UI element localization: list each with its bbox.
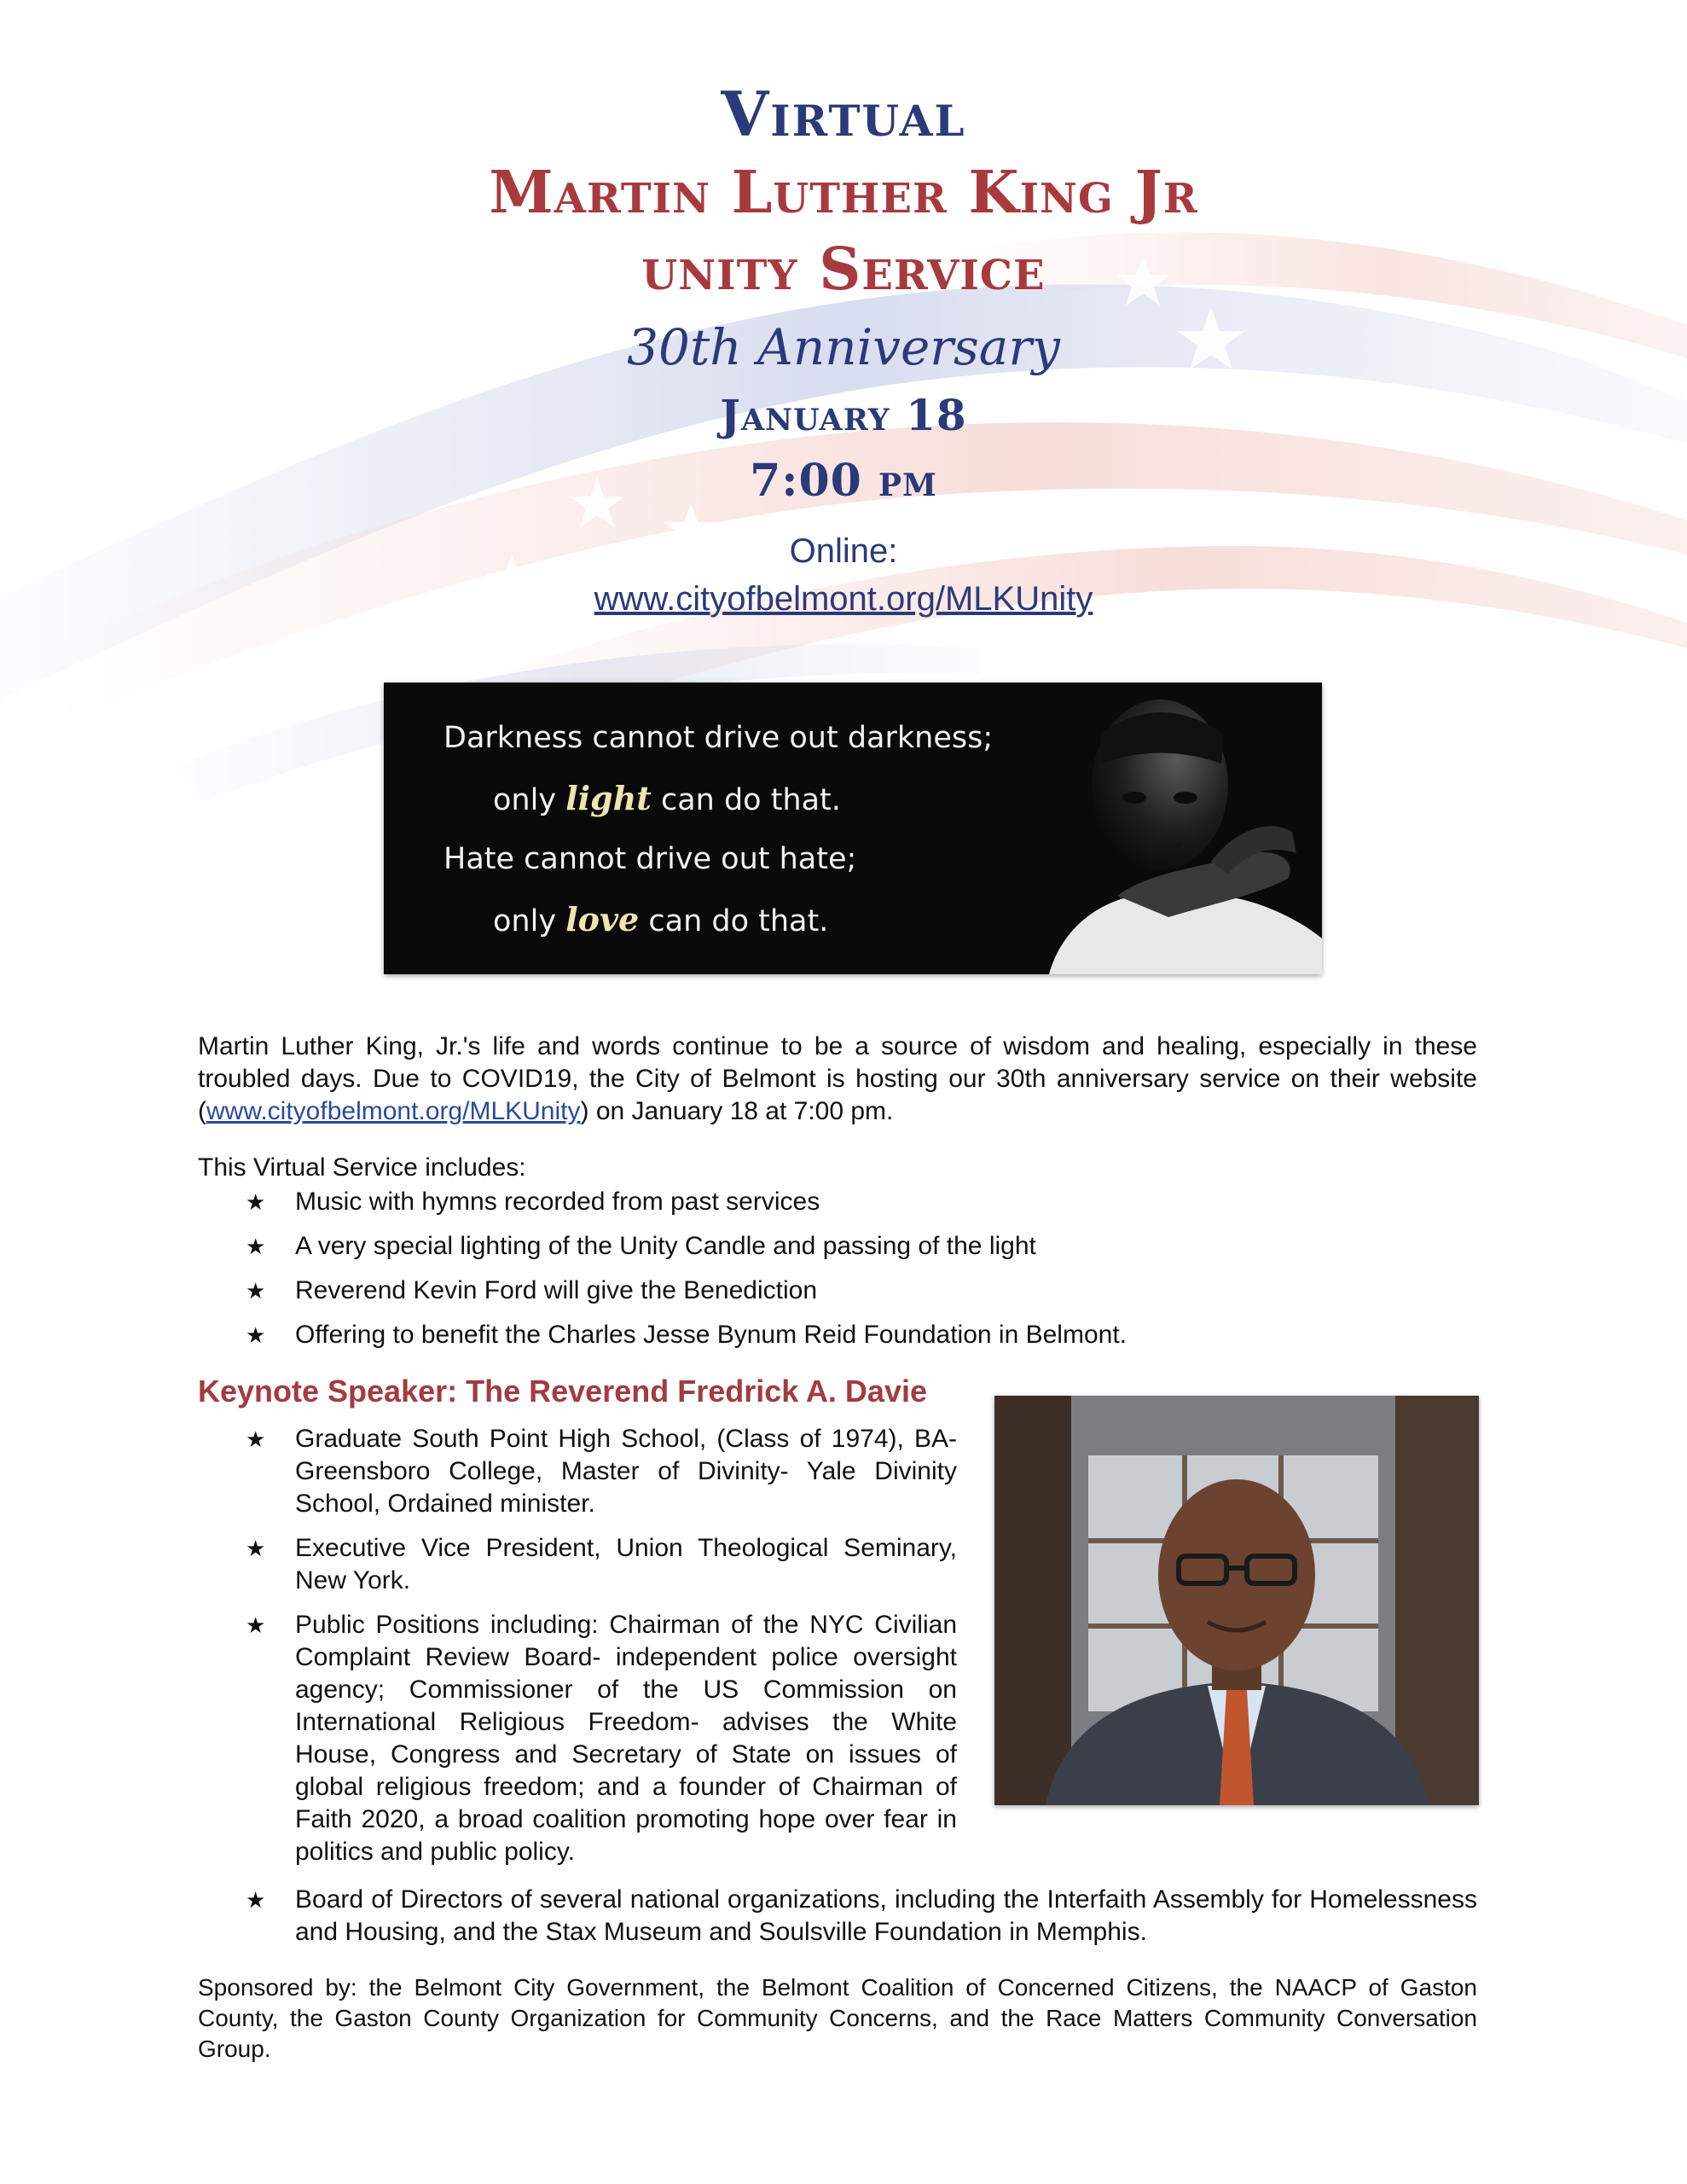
star-bullet-icon: ★: [246, 1189, 266, 1215]
speaker-portrait-image: [994, 1396, 1479, 1805]
service-item-text: Music with hymns recorded from past services: [295, 1188, 820, 1216]
intro-text-a: Martin Luther King, Jr.'s life and words continue to be a source of wisdom and healing, especially in these troubled days. Due to COVID19, the City of Belmont is hosting our 30th anniversary service on their website (: [198, 1032, 1477, 1125]
quote-accent-love: love: [565, 900, 640, 938]
mlk-portrait-image: [998, 682, 1322, 974]
quote-text: [443, 723, 993, 966]
quote-banner: [384, 682, 1322, 974]
star-bullet-icon: ★: [246, 1322, 266, 1348]
bio-item-text: Graduate South Point High School, (Class of 1974), BA-Greensboro College, Master of Divinity- Yale Divinity School, Ordained minister.: [295, 1425, 957, 1518]
list-item: [198, 1884, 1477, 1949]
event-time: 7:00 pm: [750, 454, 937, 507]
title-virtual: Virtual: [721, 78, 966, 150]
quote-line-2: [443, 779, 993, 817]
service-item-text: Reverend Kevin Ford will give the Benediction: [295, 1276, 817, 1304]
board-item-text: Board of Directors of several national organizations, including the Interfaith Assembly for Homelessness and Housing, and the Stax Museum and Soulsville Foundation in Memphis.: [295, 1885, 1477, 1946]
board-list: [198, 1884, 1477, 1960]
list-item: [198, 1230, 1477, 1263]
online-url-link[interactable]: www.cityofbelmont.org/MLKUnity: [594, 579, 1093, 618]
speaker-portrait-drawing: [994, 1396, 1479, 1805]
title-unity-service: unity Service: [641, 235, 1046, 304]
list-item: [198, 1275, 1477, 1307]
bio-item-text: Executive Vice President, Union Theological Seminary, New York.: [295, 1534, 957, 1594]
bio-item-text: Public Positions including: Chairman of the NYC Civilian Complaint Review Board- independent police oversight agency; Commissioner of the US Commission on International Religious Freedom- advises the White House, Congress and Secretary of State on issues of global religious freedom; and a founder of Chairman of Faith 2020, a broad coalition promoting hope over fear in politics and public policy.: [295, 1611, 957, 1866]
star-bullet-icon: ★: [246, 1234, 266, 1259]
star-bullet-icon: ★: [246, 1887, 266, 1913]
list-item: [198, 1423, 957, 1520]
service-item-text: A very special lighting of the Unity Candle and passing of the light: [295, 1232, 1036, 1260]
quote-line-4-post: can do that.: [648, 904, 829, 938]
event-date: January 18: [720, 389, 967, 440]
keynote-heading: Keynote Speaker: The Reverend Fredrick A. Davie: [198, 1374, 927, 1409]
title-block: [0, 78, 1687, 618]
anniversary-subtitle: 30th Anniversary: [627, 318, 1060, 376]
online-label: Online:: [789, 531, 898, 570]
quote-line-1: Darkness cannot drive out darkness;: [443, 721, 994, 755]
list-item: [198, 1186, 1477, 1218]
speaker-bio-list: [198, 1423, 957, 1880]
quote-line-2-pre: only: [493, 783, 557, 817]
quote-line-4: [443, 900, 993, 938]
star-bullet-icon: ★: [246, 1278, 266, 1304]
intro-website-link[interactable]: www.cityofbelmont.org/MLKUnity: [206, 1097, 581, 1125]
star-bullet-icon: ★: [246, 1536, 266, 1561]
list-item: [198, 1609, 957, 1868]
star-bullet-icon: ★: [246, 1612, 266, 1638]
quote-accent-light: light: [565, 779, 652, 817]
intro-paragraph: [198, 1031, 1477, 1128]
service-includes-label: This Virtual Service includes:: [198, 1153, 526, 1182]
quote-line-4-pre: only: [493, 904, 557, 938]
list-item: [198, 1532, 957, 1597]
quote-line-3: Hate cannot drive out hate;: [443, 842, 857, 876]
list-item: [198, 1319, 1477, 1351]
service-item-text: Offering to benefit the Charles Jesse Bynum Reid Foundation in Belmont.: [295, 1321, 1127, 1349]
intro-text-b: ) on January 18 at 7:00 pm.: [580, 1097, 894, 1125]
sponsor-text: Sponsored by: the Belmont City Government, the Belmont Coalition of Concerned Citizens, the NAACP of Gaston County, the Gaston County Organization for Community Concerns, and the Race Matters Community Conversation Group.: [198, 1974, 1477, 2062]
title-mlk: Martin Luther King Jr: [489, 159, 1198, 227]
quote-line-2-post: can do that.: [660, 783, 841, 817]
star-bullet-icon: ★: [246, 1426, 266, 1452]
service-list: [198, 1186, 1477, 1363]
